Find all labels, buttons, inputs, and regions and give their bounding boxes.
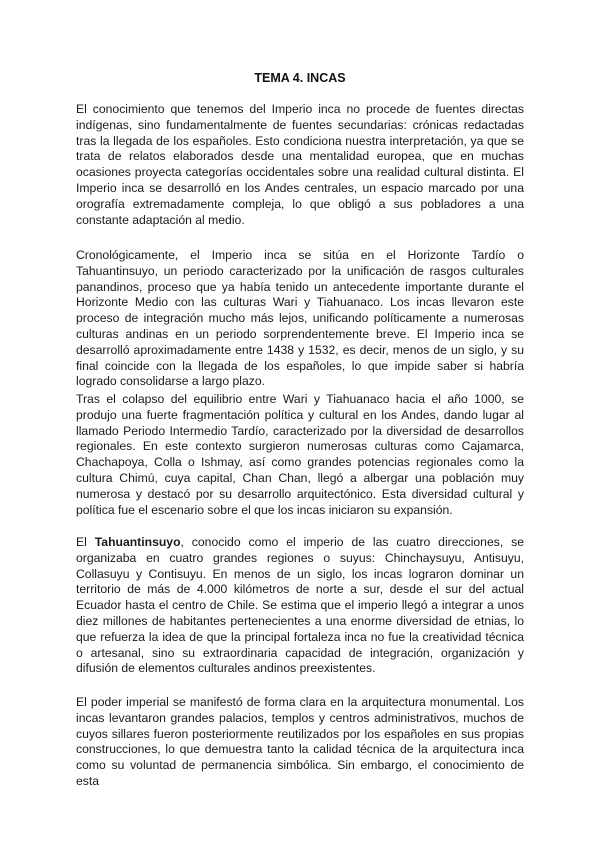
- paragraph-sources: El conocimiento que tenemos del Imperio inca no procede de fuentes directas indígenas, sino fundamentalmente de fuentes secundarias: crónicas redactadas tras la llegada de los españoles. Esto condiciona nuestra interpretación, ya que se trata de relatos elaborados desde una mentalidad europea, que en muchas ocasiones proyecta categorías occidentales sobre una realidad cultural distinta. El Imperio inca se desarrolló en los Andes centrales, un espacio marcado por una orografía extremadamente compleja, lo que obligó a sus pobladores a una constante adaptación al medio.: [76, 102, 524, 227]
- paragraph-chronology: Cronológicamente, el Imperio inca se sitúa en el Horizonte Tardío o Tahuantinsuyo, un periodo caracterizado por la unificación de rasgos culturales panandinos, proceso que ya había tenido un antecedente importante durante el Horizonte Medio con las culturas Wari y Tiahuanaco. Los incas llevaron este proceso de integración mucho más lejos, unificando políticamente a numerosas culturas andinas en un periodo sorprendentemente breve. El Imperio inca se desarrolló aproximadamente entre 1438 y 1532, es decir, menos de un siglo, y su final coincide con la llegada de los españoles, lo que impide saber si habría logrado consolidarse a largo plazo.: [76, 248, 524, 389]
- paragraph-architecture: El poder imperial se manifestó de forma clara en la arquitectura monumental. Los incas levantaron grandes palacios, templos y centros administrativos, muchos de cuyos sillares fueron posteriormente reutilizados por los españoles en sus propias construcciones, lo que demuestra tanto la calidad técnica de la arquitectura inca como su voluntad de permanencia simbólica. Sin embargo, el conocimiento de esta: [76, 695, 524, 788]
- page-title: TEMA 4. INCAS: [254, 71, 346, 85]
- paragraph-tahuantinsuyo: [76, 535, 524, 677]
- paragraph-intermediate-period: Tras el colapso del equilibrio entre Wari y Tiahuanaco hacia el año 1000, se produjo una fuerte fragmentación política y cultural en los Andes, dando lugar al llamado Periodo Intermedio Tardío, caracterizado por la diversidad de desarrollos regionales. En este contexto surgieron numerosas culturas como Cajamarca, Chachapoya, Colla o Ishmay, así como grandes potencias regionales como la cultura Chimú, cuya capital, Chan Chan, llegó a albergar una población muy numerosa y destacó por su desarrollo arquitectónico. Esta diversidad cultural y política fue el escenario sobre el que los incas iniciaron su expansión.: [76, 392, 524, 517]
- tahuantinsuyo-term: Tahuantinsuyo: [94, 535, 181, 549]
- paragraph-tahuantinsuyo-body: , conocido como el imperio de las cuatro direcciones, se organizaba en cuatro grandes regiones o suyus: Chinchaysuyu, Antisuyu, Collasuyu y Contisuyu. En menos de un siglo, los incas lograron dominar un territorio de más de 4.000 kilómetros de norte a sur, desde el sur del actual Ecuador hasta el centro de Chile. Se estima que el imperio llegó a integrar a unos diez millones de habitantes pertenecientes a una enorme diversidad de etnias, lo que refuerza la idea de que la principal fortaleza inca no fue la creatividad técnica o artesanal, sino su extraordinaria capacidad de integración, organización y difusión de elementos culturales andinos preexistentes.: [76, 535, 524, 676]
- paragraph-tahuantinsuyo-lead: El: [76, 535, 95, 549]
